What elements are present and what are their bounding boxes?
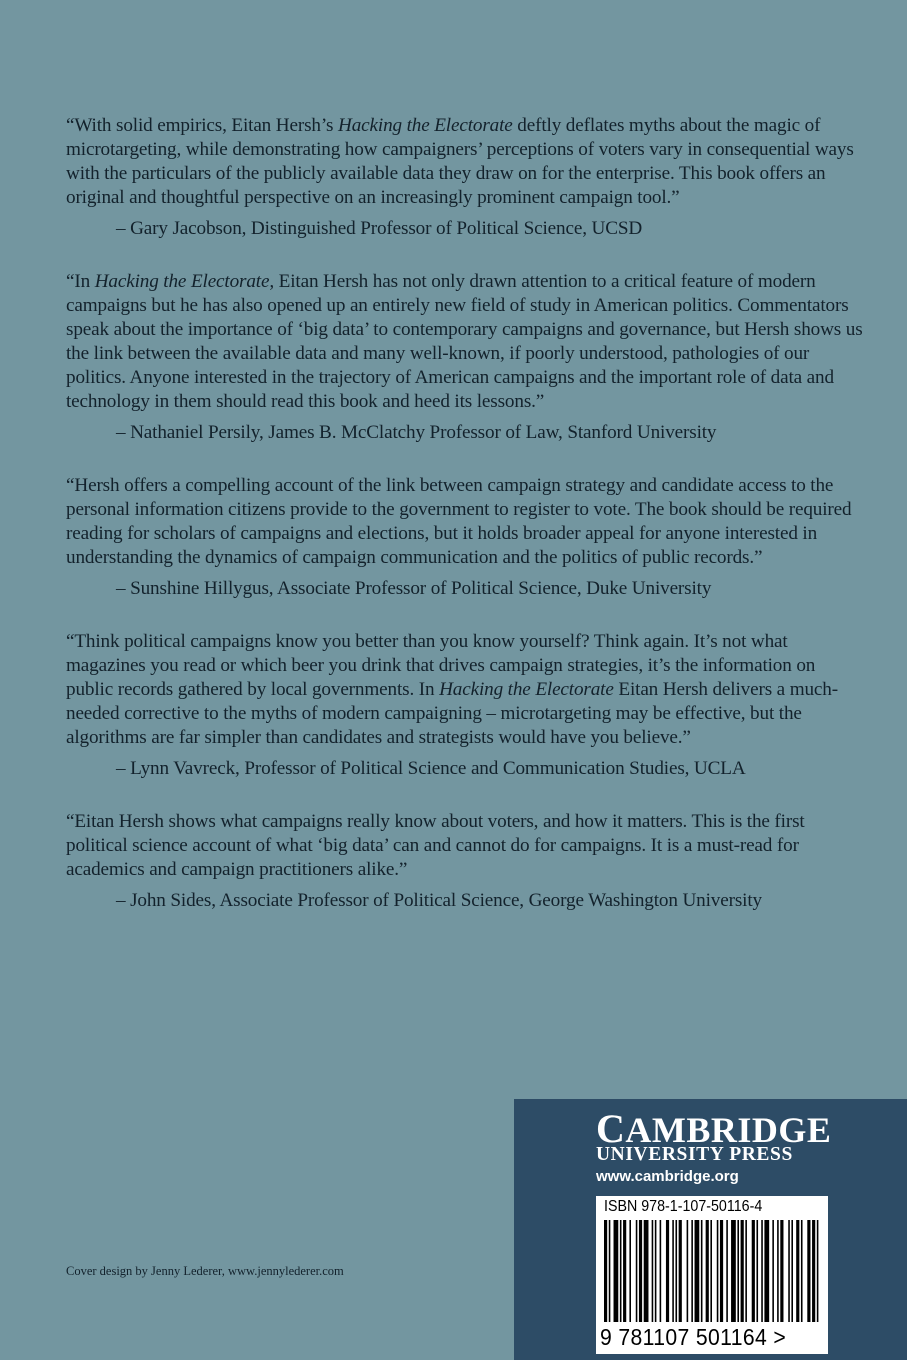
barcode-bar [614, 1220, 619, 1322]
barcode-bar [644, 1220, 649, 1322]
endorsement-text [66, 114, 866, 210]
barcode-bar [609, 1220, 611, 1322]
barcode-bar [777, 1220, 779, 1322]
publisher-url: www.cambridge.org [596, 1168, 739, 1185]
barcode-bar [807, 1220, 810, 1322]
barcode-bar [710, 1220, 712, 1322]
endorsement-attribution: – Gary Jacobson, Distinguished Professor of Political Science, UCSD [116, 218, 643, 239]
barcode-bar [706, 1220, 709, 1322]
publisher-subtitle: UNIVERSITY PRESS [596, 1144, 793, 1165]
endorsement-text-segment: “In [66, 271, 95, 292]
barcode-bar [745, 1220, 747, 1322]
book-title: Hacking the Electorate, [94, 271, 275, 292]
book-title: Hacking the Electorate [439, 679, 614, 700]
endorsement [66, 114, 866, 241]
barcode-bar [812, 1220, 815, 1322]
barcode-bar [764, 1220, 769, 1322]
endorsement-text [66, 630, 866, 750]
barcode-bar [780, 1220, 783, 1322]
barcode-bar [720, 1220, 723, 1322]
barcode-bar [691, 1220, 693, 1322]
barcode-box [596, 1196, 828, 1354]
publisher-name-rest: AMBRIDGE [625, 1110, 832, 1150]
endorsement-text-segment: deftly deflates myths about the magic of microtargeting, while demonstrating how campaigners’ perceptions of voters vary in consequential ways with the particulars of the publicly available data they draw on for the enterprise. This book offers an original and thoughtful perspective on an increasingly prominent campaign tool.” [66, 115, 854, 208]
endorsements [66, 114, 866, 942]
barcode-bar [791, 1220, 793, 1322]
cover-design-credit: Cover design by Jenny Lederer, www.jennylederer.com [66, 1264, 344, 1278]
isbn-label: ISBN 978-1-107-50116-4 [604, 1198, 763, 1215]
endorsement-attribution: – Nathaniel Persily, James B. McClatchy Professor of Law, Stanford University [116, 422, 717, 443]
barcode-bar [752, 1220, 755, 1322]
barcode-bar [679, 1220, 682, 1322]
barcode-bar [604, 1220, 607, 1322]
endorsement-text [66, 474, 866, 570]
endorsement [66, 630, 866, 781]
endorsement-text [66, 270, 866, 414]
barcode-bar [796, 1220, 799, 1322]
publisher-panel [514, 1099, 907, 1360]
barcode-bar [639, 1220, 642, 1322]
endorsement-text-segment: “With solid empirics, Eitan Hersh’s [66, 115, 338, 136]
barcode-bar [660, 1220, 662, 1322]
book-title: Hacking the Electorate [338, 115, 513, 136]
barcode-bar [629, 1220, 631, 1322]
endorsement-attribution: – Sunshine Hillygus, Associate Professor of Political Science, Duke University [116, 578, 712, 599]
barcode-bar [666, 1220, 669, 1322]
publisher-name-initial: C [596, 1106, 626, 1151]
endorsement-text [66, 810, 866, 882]
barcode-bar [620, 1220, 622, 1322]
barcode-bar [801, 1220, 803, 1322]
barcode-bar [817, 1220, 819, 1322]
endorsement-attribution: – Lynn Vavreck, Professor of Political Science and Communication Studies, UCLA [116, 758, 746, 779]
endorsement-text-segment: “Hersh offers a compelling account of the link between campaign strategy and candidate access to the personal information citizens provide to the government to register to vote. The book should be required reading for scholars of campaigns and elections, but it holds broader appeal for anyone interested in understanding the dynamics of campaign communication and the politics of public records.” [66, 475, 852, 568]
barcode-bar [731, 1220, 736, 1322]
barcode-bar [756, 1220, 758, 1322]
barcode-bar [655, 1220, 657, 1322]
endorsement [66, 810, 866, 913]
endorsement-attribution: – John Sides, Associate Professor of Political Science, George Washington University [116, 890, 762, 911]
barcode-bar [737, 1220, 739, 1322]
endorsement [66, 474, 866, 601]
barcode-bar [717, 1220, 719, 1322]
endorsement-text-segment: Eitan Hersh has not only drawn attention to a critical feature of modern campaigns but he has also opened up an entirely new field of study in American politics. Commentators speak about the importance of ‘big data’ to contemporary campaigns and governance, but Hersh shows us the link between the available data and many well-known, if poorly understood, pathologies of our politics. Anyone interested in the trajectory of American campaigns and the important role of data and technology in them should read this book and heed its lessons.” [66, 271, 863, 412]
barcode-bar [636, 1220, 638, 1322]
endorsement-text-segment: “Think political campaigns know you better than you know yourself? Think again. It’s not what magazines you read or which beer you drink that drives campaign strategies, it’s the information on public records gathered by local governments. In [66, 631, 816, 700]
barcode-bars [604, 1220, 820, 1322]
barcode-bar [788, 1220, 790, 1322]
barcode-bar [623, 1220, 626, 1322]
barcode-bar [687, 1220, 689, 1322]
barcode-bar [741, 1220, 744, 1322]
barcode-bar [701, 1220, 703, 1322]
endorsement-text-segment: Eitan Hersh delivers a much-needed corrective to the myths of modern campaigning – microtargeting may be effective, but the algorithms are far simpler than candidates and strategists would have you believe.” [66, 679, 838, 748]
barcode-bar [652, 1220, 654, 1322]
barcode-bar [772, 1220, 774, 1322]
barcode-bar [726, 1220, 728, 1322]
barcode-bar [672, 1220, 674, 1322]
isbn-digits: 9 781107 501164 > [600, 1324, 787, 1350]
endorsement-text-segment: “Eitan Hersh shows what campaigns really know about voters, and how it matters. This is the first political science account of what ‘big data’ can and cannot do for campaigns. It is a must-read for academics and campaign practitioners alike.” [66, 811, 805, 880]
endorsement [66, 270, 866, 445]
barcode-bar [675, 1220, 677, 1322]
barcode-bar [695, 1220, 700, 1322]
barcode-bar [761, 1220, 763, 1322]
